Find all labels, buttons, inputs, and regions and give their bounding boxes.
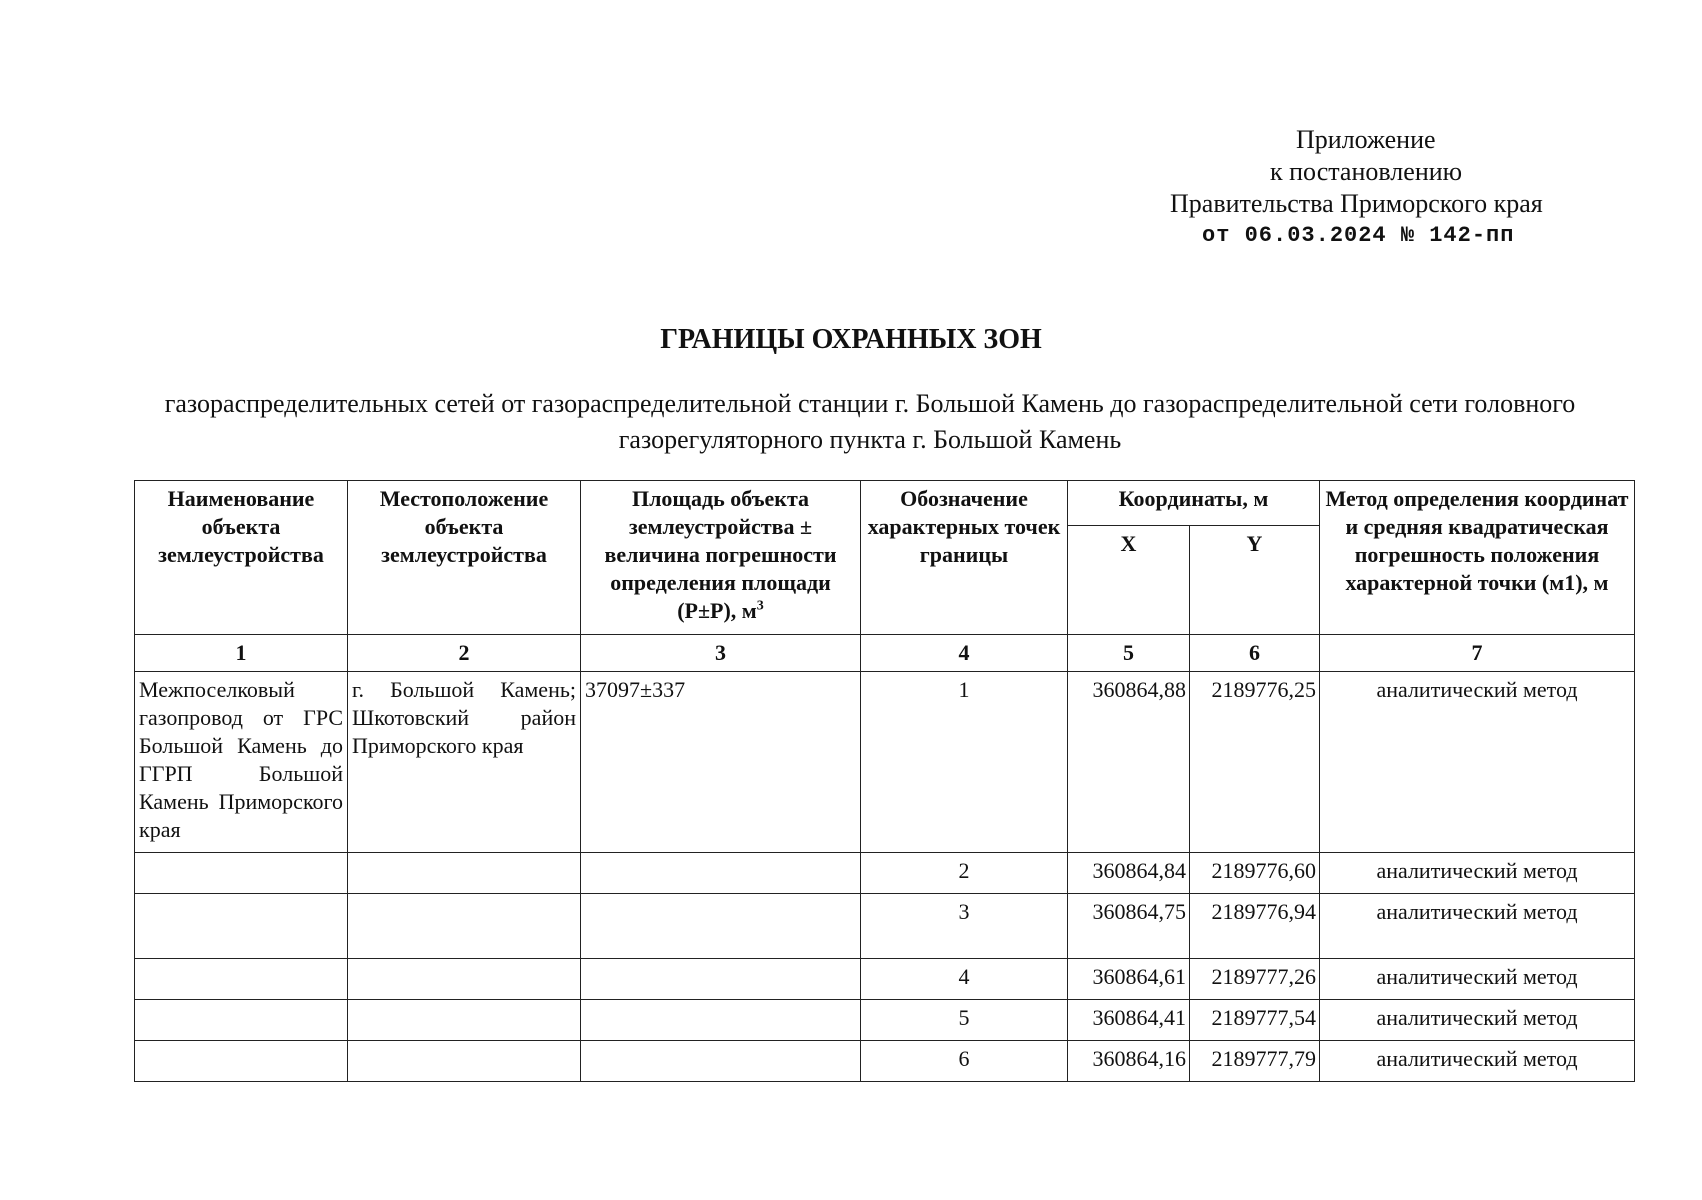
coord-x: 360864,84 xyxy=(1068,853,1190,894)
method-cell: аналитический метод xyxy=(1320,1000,1635,1041)
empty-cell xyxy=(348,959,581,1000)
empty-cell xyxy=(581,894,861,959)
empty-cell xyxy=(581,959,861,1000)
method-cell: аналитический метод xyxy=(1320,672,1635,853)
empty-cell xyxy=(135,1041,348,1082)
method-cell: аналитический метод xyxy=(1320,959,1635,1000)
empty-cell xyxy=(581,853,861,894)
point-label: 2 xyxy=(861,853,1068,894)
empty-cell xyxy=(135,959,348,1000)
header-area-sup: 3 xyxy=(756,598,764,614)
header-row-1 xyxy=(135,481,1635,526)
column-number: 4 xyxy=(861,635,1068,672)
empty-cell xyxy=(581,1000,861,1041)
method-cell: аналитический метод xyxy=(1320,1041,1635,1082)
header-method: Метод определения координат и средняя квадратическая погрешность положения характерной точки (м1), м xyxy=(1320,481,1635,635)
coord-x: 360864,41 xyxy=(1068,1000,1190,1041)
column-number: 6 xyxy=(1190,635,1320,672)
document-title: ГРАНИЦЫ ОХРАННЫХ ЗОН xyxy=(660,324,1042,355)
coord-y: 2189777,79 xyxy=(1190,1041,1320,1082)
boundaries-table xyxy=(134,480,1635,1082)
document-subtitle: газораспределительных сетей от газораспределительной станции г. Большой Камень до газораспределительной сети головного газорегуляторного пункта г. Большой Камень xyxy=(164,389,1576,454)
object-location: г. Большой Камень; Шкотовский район Приморского края xyxy=(348,672,581,853)
header-coordinates: Координаты, м xyxy=(1068,481,1320,526)
header-x: X xyxy=(1068,526,1190,635)
empty-cell xyxy=(348,894,581,959)
point-label: 1 xyxy=(861,672,1068,853)
coord-x: 360864,88 xyxy=(1068,672,1190,853)
object-name: Межпоселковый газопровод от ГРС Большой Камень до ГГРП Большой Камень Приморского края xyxy=(135,672,348,853)
table-row xyxy=(135,894,1635,959)
object-area: 37097±337 xyxy=(581,672,861,853)
appendix-date-number: от 06.03.2024 № 142-пп xyxy=(1202,223,1515,248)
column-number: 7 xyxy=(1320,635,1635,672)
coord-y: 2189776,94 xyxy=(1190,894,1320,959)
point-label: 6 xyxy=(861,1041,1068,1082)
method-cell: аналитический метод xyxy=(1320,894,1635,959)
empty-cell xyxy=(135,894,348,959)
boundaries-table-wrapper xyxy=(134,480,1634,1082)
appendix-line-3: Правительства Приморского края xyxy=(1170,189,1543,218)
method-cell: аналитический метод xyxy=(1320,853,1635,894)
coord-x: 360864,61 xyxy=(1068,959,1190,1000)
empty-cell xyxy=(348,853,581,894)
empty-cell xyxy=(348,1041,581,1082)
header-location: Местоположение объекта землеустройства xyxy=(348,481,581,635)
header-area xyxy=(581,481,861,635)
appendix-line-1: Приложение xyxy=(1296,125,1436,154)
table-row xyxy=(135,672,1635,853)
coord-y: 2189777,54 xyxy=(1190,1000,1320,1041)
column-number: 2 xyxy=(348,635,581,672)
point-label: 3 xyxy=(861,894,1068,959)
column-number: 3 xyxy=(581,635,861,672)
column-number: 5 xyxy=(1068,635,1190,672)
column-number: 1 xyxy=(135,635,348,672)
table-row xyxy=(135,1000,1635,1041)
header-area-text: Площадь объекта землеустройства ± величина погрешности определения площади (Р±Р), м xyxy=(604,486,837,623)
coord-x: 360864,75 xyxy=(1068,894,1190,959)
table-row xyxy=(135,959,1635,1000)
empty-cell xyxy=(581,1041,861,1082)
table-row xyxy=(135,1041,1635,1082)
empty-cell xyxy=(348,1000,581,1041)
empty-cell xyxy=(135,853,348,894)
point-label: 4 xyxy=(861,959,1068,1000)
coord-x: 360864,16 xyxy=(1068,1041,1190,1082)
header-y: Y xyxy=(1190,526,1320,635)
header-points: Обозначение характерных точек границы xyxy=(861,481,1068,635)
empty-cell xyxy=(135,1000,348,1041)
point-label: 5 xyxy=(861,1000,1068,1041)
appendix-line-2: к постановлению xyxy=(1270,157,1463,186)
table-row xyxy=(135,853,1635,894)
coord-y: 2189777,26 xyxy=(1190,959,1320,1000)
coord-y: 2189776,60 xyxy=(1190,853,1320,894)
coord-y: 2189776,25 xyxy=(1190,672,1320,853)
appendix-header xyxy=(1160,124,1590,252)
column-number-row xyxy=(135,635,1635,672)
header-name: Наименование объекта землеустройства xyxy=(135,481,348,635)
